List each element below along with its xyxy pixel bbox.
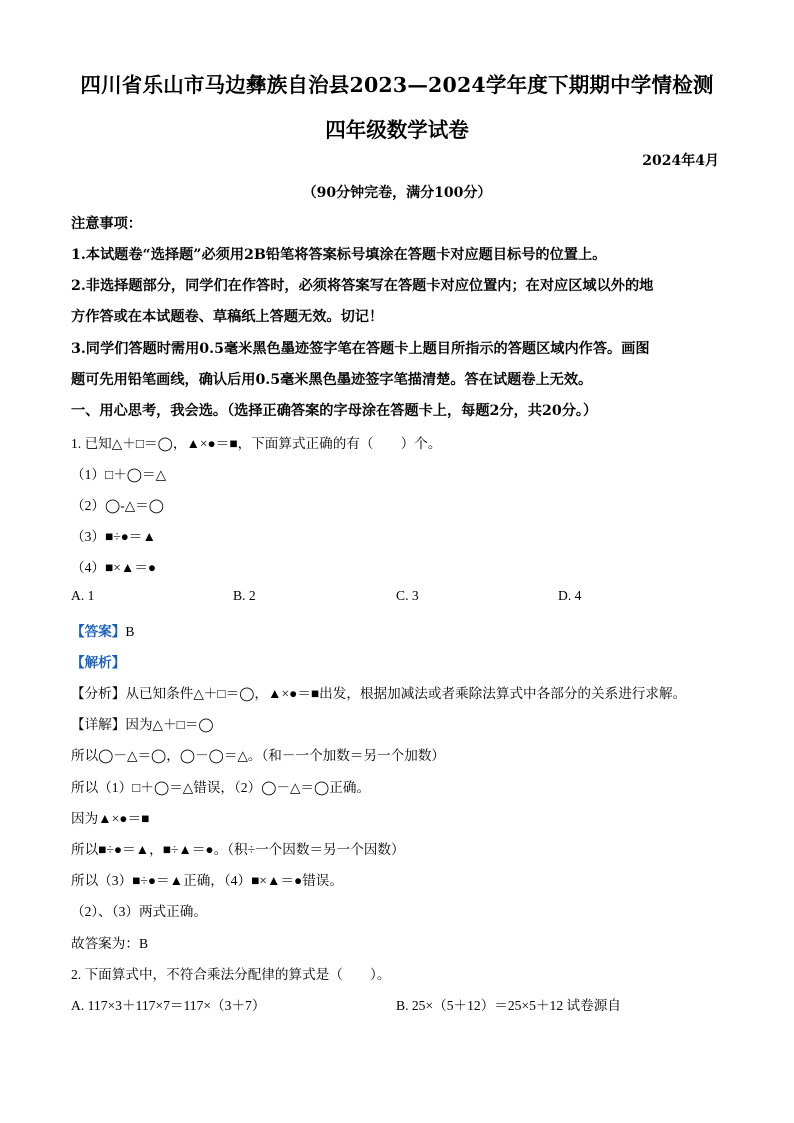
q1-fenxi-line bbox=[71, 682, 686, 702]
note-2b: 方作答或在本试题卷、草稿纸上答题无效。切记！ bbox=[71, 309, 384, 325]
q2-option-b: B. 25×（5＋12）＝25×5＋12 bbox=[396, 998, 564, 1013]
q2-option-b-line bbox=[396, 994, 621, 1014]
section-1-heading: 一、用心思考，我会选。（选择正确答案的字母涂在答题卡上，每题2分，共20分。） bbox=[71, 403, 598, 419]
q1-answer: B bbox=[125, 624, 135, 639]
q1-option-b: B. 2 bbox=[233, 588, 256, 603]
exam-duration: （90分钟完卷，满分100分） bbox=[302, 185, 492, 201]
q1-detail-4: 因为▲×●＝■ bbox=[71, 811, 150, 826]
note-3b: 题可先用铅笔画线，确认后用0.5毫米黑色墨迹签字笔描清楚。答在试题卷上无效。 bbox=[71, 372, 593, 388]
q1-detail-line-1 bbox=[71, 713, 214, 733]
q2-option-a: A. 117×3＋117×7＝117×（3＋7） bbox=[71, 998, 266, 1013]
notes-heading: 注意事项： bbox=[71, 216, 142, 232]
q1-item-3: （3）■÷●＝▲ bbox=[71, 529, 156, 544]
q1-detail-6: 所以（3）■÷●＝▲正确，（4）■×▲＝●错误。 bbox=[71, 873, 343, 888]
note-1: 1.本试题卷“选择题”必须用2B铅笔将答案标号填涂在答题卡对应题目标号的位置上。 bbox=[71, 247, 607, 263]
q1-answer-line bbox=[71, 620, 134, 640]
q1-item-4: （4）■×▲＝● bbox=[71, 560, 157, 575]
q1-option-a: A. 1 bbox=[71, 588, 95, 603]
q1-item-2: （2）◯-△＝◯ bbox=[71, 498, 164, 513]
detail-tag: 【详解】 bbox=[71, 717, 126, 732]
answer-tag: 【答案】 bbox=[71, 624, 126, 639]
q1-detail-2: 所以◯－△＝◯，◯－◯＝△。（和－一个加数＝另一个加数） bbox=[71, 748, 446, 763]
q1-detail-7: （2）、（3）两式正确。 bbox=[71, 904, 207, 919]
exam-title: 四川省乐山市马边彝族自治县2023—2024学年度下期期中学情检测 bbox=[80, 73, 714, 97]
note-2a: 2.非选择题部分，同学们在作答时，必须将答案写在答题卡对应位置内；在对应区域以外的地 bbox=[71, 278, 654, 294]
q1-option-d: D. 4 bbox=[558, 588, 582, 603]
q1-analysis-line bbox=[71, 651, 125, 671]
q1-item-1: （1）□＋◯＝△ bbox=[71, 467, 167, 482]
q1-stem: 1. 已知△＋□＝◯，▲×●＝■，下面算式正确的有（ ）个。 bbox=[71, 436, 442, 451]
fenxi-tag: 【分析】 bbox=[71, 686, 126, 701]
q2-stem: 2. 下面算式中，不符合乘法分配律的算式是（ ）。 bbox=[71, 967, 391, 982]
exam-date: 2024年4月 bbox=[642, 153, 719, 169]
source-watermark: 试卷源自 bbox=[566, 998, 621, 1013]
q1-fenxi: 从已知条件△＋□＝◯，▲×●＝■出发，根据加减法或者乘除法算式中各部分的关系进行求解。 bbox=[125, 686, 687, 701]
q1-detail-8: 故答案为：B bbox=[71, 936, 149, 951]
exam-subject-title: 四年级数学试卷 bbox=[325, 118, 469, 142]
q1-option-c: C. 3 bbox=[396, 588, 419, 603]
q1-detail-5: 所以■÷●＝▲，■÷▲＝●。（积÷一个因数＝另一个因数） bbox=[71, 842, 405, 857]
q1-detail-1: 因为△＋□＝◯ bbox=[125, 717, 214, 732]
q1-detail-3: 所以（1）□＋◯＝△错误，（2）◯－△＝◯正确。 bbox=[71, 780, 371, 795]
note-3a: 3.同学们答题时需用0.5毫米黑色墨迹签字笔在答题卡上题目所指示的答题区域内作答。画图 bbox=[71, 341, 650, 357]
analysis-tag: 【解析】 bbox=[71, 655, 126, 670]
